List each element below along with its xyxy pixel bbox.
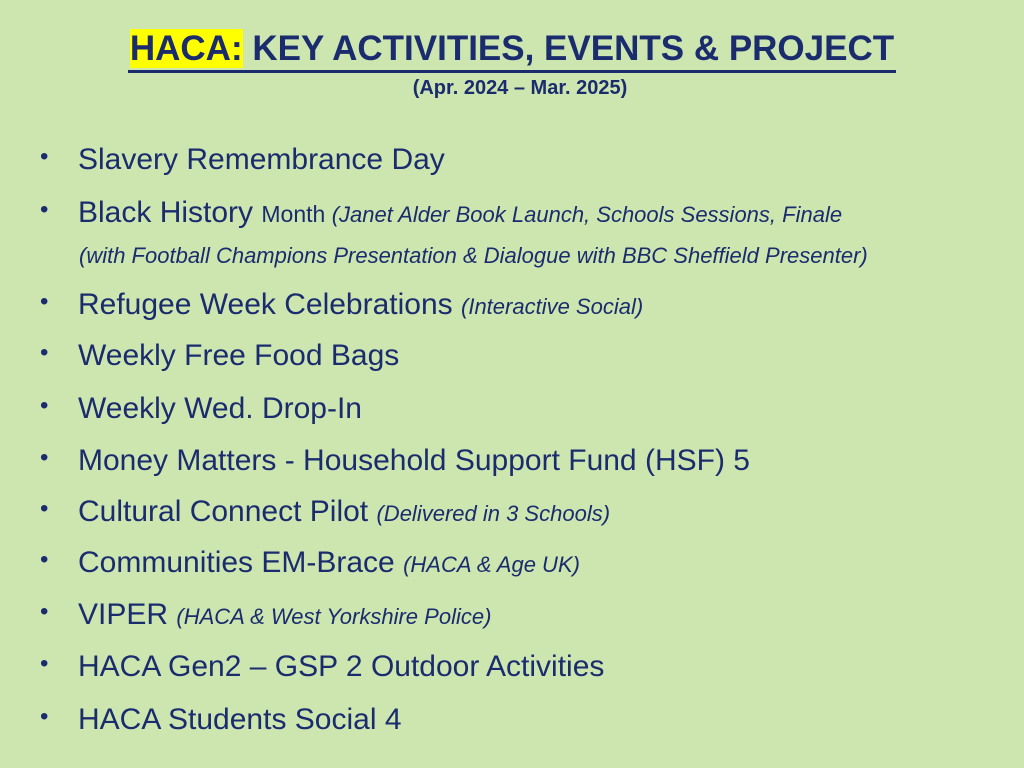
item-main: Slavery Remembrance Day <box>78 143 445 176</box>
item-main: Black History <box>78 196 262 229</box>
item-text <box>78 444 750 478</box>
page-subtitle: (Apr. 2024 – Mar. 2025) <box>412 77 628 99</box>
bullet: • <box>40 598 49 625</box>
item-note-continued: (with Football Champions Presentation & Dialogue with BBC Sheffield Presenter) <box>79 243 868 268</box>
item-text <box>78 650 604 684</box>
item-text <box>78 598 491 632</box>
bullet: • <box>40 495 49 522</box>
bullet: • <box>40 444 49 471</box>
title-highlight: HACA: <box>129 29 243 68</box>
item-main: HACA Gen2 – GSP 2 Outdoor Activities <box>78 650 605 683</box>
item-note: (Janet Alder Book Launch, Schools Sessions, Finale <box>331 202 843 227</box>
bullet: • <box>40 288 49 315</box>
item-text <box>78 546 580 580</box>
bullet: • <box>40 703 49 730</box>
title-wrap <box>0 28 1024 73</box>
item-small: Month <box>261 201 332 227</box>
bullet: • <box>40 339 49 366</box>
bullet: • <box>40 392 49 419</box>
item-text <box>78 196 842 230</box>
bullet: • <box>40 143 49 170</box>
item-note: (Interactive Social) <box>461 294 644 319</box>
item-main: Weekly Free Food Bags <box>78 339 400 372</box>
item-main: Cultural Connect Pilot <box>78 495 377 528</box>
item-text <box>78 495 610 529</box>
item-text <box>78 288 643 322</box>
item-text <box>78 339 399 373</box>
item-main: Money Matters - Household Support Fund (HSF) 5 <box>78 444 750 477</box>
item-main: Refugee Week Celebrations <box>78 288 461 321</box>
item-text <box>78 143 445 177</box>
bullet: • <box>40 650 49 677</box>
item-main: HACA Students Social 4 <box>78 703 402 736</box>
bullet: • <box>40 546 49 573</box>
item-main: VIPER <box>78 598 177 631</box>
bullet: • <box>40 196 49 223</box>
item-main: Communities EM-Brace <box>78 546 404 579</box>
page-title <box>128 28 896 73</box>
item-text <box>78 392 362 426</box>
title-rest: KEY ACTIVITIES, EVENTS & PROJECT <box>242 29 895 68</box>
item-main: Weekly Wed. Drop-In <box>78 392 362 425</box>
item-note: (HACA & West Yorkshire Police) <box>176 604 492 629</box>
item-note: (Delivered in 3 Schools) <box>376 501 611 526</box>
item-note: (HACA & Age UK) <box>403 552 580 577</box>
item-text <box>78 703 402 737</box>
